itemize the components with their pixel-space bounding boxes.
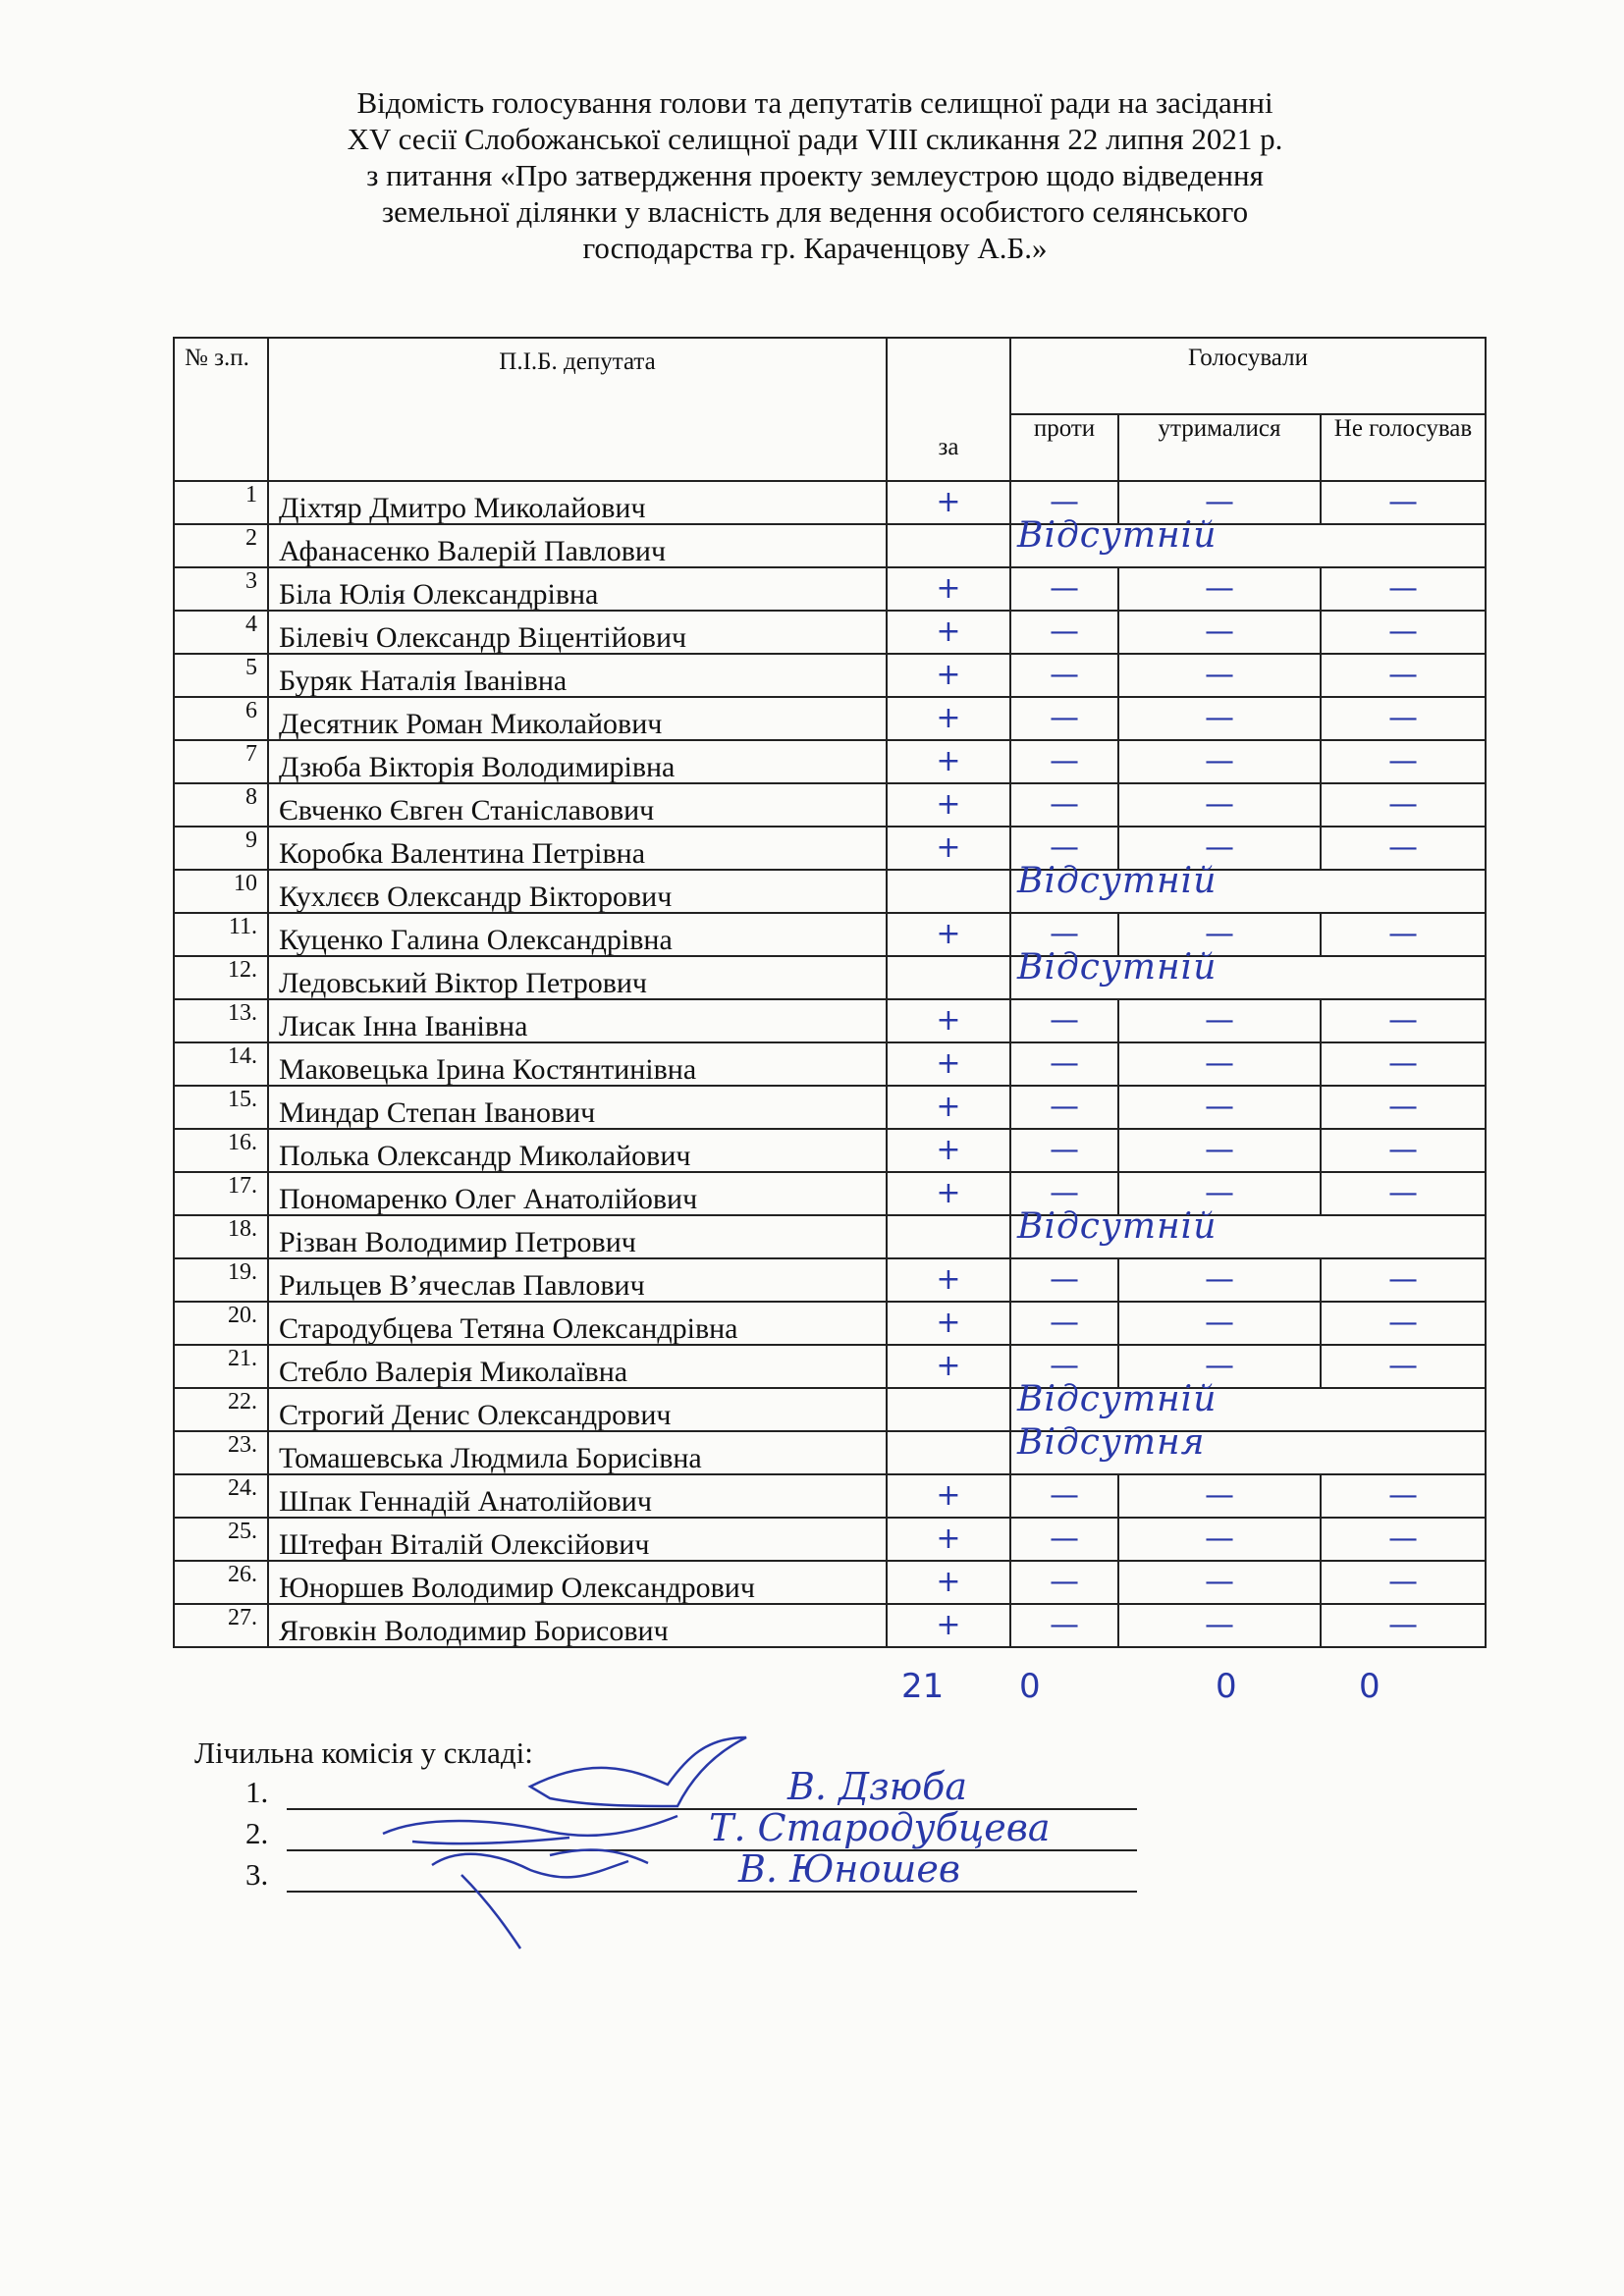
deputy-name: Маковецька Ірина Костянтинівна xyxy=(268,1042,887,1086)
vote-za: + xyxy=(887,1042,1010,1086)
vote-proty: — xyxy=(1010,654,1118,697)
row-number: 11. xyxy=(174,913,268,956)
deputy-name: Дзюба Вікторія Володимирівна xyxy=(268,740,887,783)
vote-ne-holosuvav: — xyxy=(1321,1042,1486,1086)
vote-proty: — xyxy=(1010,1129,1118,1172)
deputy-name: Миндар Степан Іванович xyxy=(268,1086,887,1129)
vote-ne-holosuvav: — xyxy=(1321,481,1486,524)
vote-za: + xyxy=(887,1474,1010,1518)
row-number: 4 xyxy=(174,611,268,654)
vote-utrymalysia: — xyxy=(1118,1086,1321,1129)
vote-ne-holosuvav: — xyxy=(1321,1129,1486,1172)
deputy-name: Лисак Інна Іванівна xyxy=(268,999,887,1042)
vote-utrymalysia: — xyxy=(1118,913,1321,956)
vote-za: + xyxy=(887,1129,1010,1172)
vote-utrymalysia: — xyxy=(1118,1172,1321,1215)
total-proty: 0 xyxy=(1019,1667,1041,1706)
header-proty: проти xyxy=(1010,414,1118,481)
header-voted: Голосували xyxy=(1010,338,1486,414)
absent-note: Відсутній xyxy=(1017,947,1218,988)
vote-proty: — xyxy=(1010,1042,1118,1086)
row-number: 12. xyxy=(174,956,268,999)
vote-proty: — xyxy=(1010,1172,1118,1215)
total-utrymalysia: 0 xyxy=(1216,1667,1237,1706)
deputy-name: Шпак Геннадій Анатолійович xyxy=(268,1474,887,1518)
member-number: 2. xyxy=(245,1816,269,1850)
vote-ne-holosuvav: — xyxy=(1321,783,1486,827)
vote-ne-holosuvav: — xyxy=(1321,567,1486,611)
vote-ne-holosuvav: — xyxy=(1321,827,1486,870)
deputy-name: Євченко Євген Станіславович xyxy=(268,783,887,827)
row-number: 8 xyxy=(174,783,268,827)
vote-za: + xyxy=(887,1258,1010,1302)
vote-ne-holosuvav: — xyxy=(1321,1518,1486,1561)
vote-utrymalysia: — xyxy=(1118,827,1321,870)
vote-ne-holosuvav: — xyxy=(1321,913,1486,956)
row-number: 21. xyxy=(174,1345,268,1388)
row-number: 3 xyxy=(174,567,268,611)
row-number: 20. xyxy=(174,1302,268,1345)
commission-label: Лічильна комісія у складі: xyxy=(194,1735,533,1770)
vote-za: + xyxy=(887,1172,1010,1215)
row-number: 14. xyxy=(174,1042,268,1086)
deputy-name: Буряк Наталія Іванівна xyxy=(268,654,887,697)
title-line: з питання «Про затвердження проекту землеустрою щодо відведення xyxy=(366,158,1264,192)
vote-za: + xyxy=(887,827,1010,870)
vote-proty: — xyxy=(1010,1474,1118,1518)
row-number: 26. xyxy=(174,1561,268,1604)
vote-utrymalysia: — xyxy=(1118,740,1321,783)
vote-utrymalysia: — xyxy=(1118,1302,1321,1345)
total-za: 21 xyxy=(901,1667,945,1706)
vote-utrymalysia: — xyxy=(1118,783,1321,827)
vote-proty: — xyxy=(1010,611,1118,654)
vote-utrymalysia: — xyxy=(1118,481,1321,524)
vote-utrymalysia: — xyxy=(1118,1518,1321,1561)
deputy-name: Діхтяр Дмитро Миколайович xyxy=(268,481,887,524)
row-number: 5 xyxy=(174,654,268,697)
vote-ne-holosuvav: — xyxy=(1321,1172,1486,1215)
vote-ne-holosuvav: — xyxy=(1321,999,1486,1042)
vote-utrymalysia: — xyxy=(1118,567,1321,611)
vote-proty: — xyxy=(1010,1604,1118,1647)
row-number: 17. xyxy=(174,1172,268,1215)
absent-note: Відсутня xyxy=(1017,1422,1206,1463)
row-number: 23. xyxy=(174,1431,268,1474)
vote-utrymalysia: — xyxy=(1118,1129,1321,1172)
absent-note: Відсутній xyxy=(1017,1379,1218,1419)
title-line: земельної ділянки у власність для ведення особистого селянського xyxy=(381,194,1249,229)
title-line: господарства гр. Караченцову А.Б.» xyxy=(582,231,1048,265)
vote-ne-holosuvav: — xyxy=(1321,611,1486,654)
deputy-name: Юноршев Володимир Олександрович xyxy=(268,1561,887,1604)
vote-ne-holosuvav: — xyxy=(1321,1561,1486,1604)
vote-utrymalysia: — xyxy=(1118,1042,1321,1086)
deputy-name: Стебло Валерія Миколаївна xyxy=(268,1345,887,1388)
member-name: Т. Стародубцева xyxy=(709,1806,1051,1849)
row-number: 7 xyxy=(174,740,268,783)
deputy-name: Штефан Віталій Олексійович xyxy=(268,1518,887,1561)
title-line: XV сесії Слобожанської селищної ради VIII скликання 22 липня 2021 р. xyxy=(347,122,1283,156)
vote-proty: — xyxy=(1010,1258,1118,1302)
header-za: за xyxy=(887,414,1010,481)
vote-za: + xyxy=(887,611,1010,654)
vote-proty: — xyxy=(1010,783,1118,827)
row-number: 19. xyxy=(174,1258,268,1302)
vote-ne-holosuvav: — xyxy=(1321,1086,1486,1129)
vote-ne-holosuvav: — xyxy=(1321,740,1486,783)
member-number: 1. xyxy=(245,1775,269,1809)
vote-za: + xyxy=(887,783,1010,827)
vote-proty: — xyxy=(1010,1302,1118,1345)
vote-utrymalysia: — xyxy=(1118,611,1321,654)
deputy-name: Різван Володимир Петрович xyxy=(268,1215,887,1258)
vote-utrymalysia: — xyxy=(1118,1604,1321,1647)
vote-za: + xyxy=(887,1518,1010,1561)
vote-ne-holosuvav: — xyxy=(1321,1474,1486,1518)
row-number: 22. xyxy=(174,1388,268,1431)
absent-note: Відсутній xyxy=(1017,861,1218,901)
vote-za: + xyxy=(887,1345,1010,1388)
vote-ne-holosuvav: — xyxy=(1321,1302,1486,1345)
deputy-name: Строгий Денис Олександрович xyxy=(268,1388,887,1431)
vote-za: + xyxy=(887,1302,1010,1345)
vote-proty: — xyxy=(1010,913,1118,956)
vote-proty: — xyxy=(1010,697,1118,740)
deputy-name: Афанасенко Валерій Павлович xyxy=(268,524,887,567)
vote-za: + xyxy=(887,1086,1010,1129)
absent-note: Відсутній xyxy=(1017,515,1218,556)
title-line: Відомість голосування голови та депутатів селищної ради на засіданні xyxy=(356,85,1273,120)
vote-proty: — xyxy=(1010,827,1118,870)
vote-ne-holosuvav: — xyxy=(1321,697,1486,740)
signature-1 xyxy=(530,1737,746,1806)
row-number: 6 xyxy=(174,697,268,740)
row-number: 24. xyxy=(174,1474,268,1518)
vote-za: + xyxy=(887,697,1010,740)
deputy-name: Рильцев В’ячеслав Павлович xyxy=(268,1258,887,1302)
vote-za: + xyxy=(887,1561,1010,1604)
header-num: № з.п. xyxy=(174,338,268,481)
row-number: 15. xyxy=(174,1086,268,1129)
vote-utrymalysia: — xyxy=(1118,999,1321,1042)
deputy-name: Стародубцева Тетяна Олександрівна xyxy=(268,1302,887,1345)
vote-proty: — xyxy=(1010,740,1118,783)
header-utrymalysia: утрималися xyxy=(1118,414,1321,481)
row-number: 18. xyxy=(174,1215,268,1258)
deputy-name: Кухлєєв Олександр Вікторович xyxy=(268,870,887,913)
absent-note: Відсутній xyxy=(1017,1206,1218,1247)
deputy-name: Куценко Галина Олександрівна xyxy=(268,913,887,956)
deputy-name: Біла Юлія Олександрівна xyxy=(268,567,887,611)
row-number: 13. xyxy=(174,999,268,1042)
signature-2 xyxy=(383,1816,677,1843)
vote-za: + xyxy=(887,740,1010,783)
vote-utrymalysia: — xyxy=(1118,1345,1321,1388)
row-number: 9 xyxy=(174,827,268,870)
row-number: 25. xyxy=(174,1518,268,1561)
total-ne-holosuvav: 0 xyxy=(1359,1667,1380,1706)
deputy-name: Томашевська Людмила Борисівна xyxy=(268,1431,887,1474)
vote-proty: — xyxy=(1010,1345,1118,1388)
row-number: 10 xyxy=(174,870,268,913)
vote-utrymalysia: — xyxy=(1118,1474,1321,1518)
vote-proty: — xyxy=(1010,481,1118,524)
deputy-name: Десятник Роман Миколайович xyxy=(268,697,887,740)
vote-za: + xyxy=(887,1604,1010,1647)
deputy-name: Ледовський Віктор Петрович xyxy=(268,956,887,999)
row-number: 2 xyxy=(174,524,268,567)
vote-utrymalysia: — xyxy=(1118,654,1321,697)
vote-za: + xyxy=(887,481,1010,524)
vote-proty: — xyxy=(1010,1086,1118,1129)
vote-proty: — xyxy=(1010,1561,1118,1604)
vote-proty: — xyxy=(1010,1518,1118,1561)
vote-za: + xyxy=(887,567,1010,611)
vote-ne-holosuvav: — xyxy=(1321,1604,1486,1647)
deputy-name: Коробка Валентина Петрівна xyxy=(268,827,887,870)
header-name: П.І.Б. депутата xyxy=(268,338,887,481)
vote-utrymalysia: — xyxy=(1118,1258,1321,1302)
vote-utrymalysia: — xyxy=(1118,697,1321,740)
member-number: 3. xyxy=(245,1857,269,1892)
vote-ne-holosuvav: — xyxy=(1321,654,1486,697)
vote-utrymalysia: — xyxy=(1118,1561,1321,1604)
vote-za: + xyxy=(887,999,1010,1042)
vote-za: + xyxy=(887,913,1010,956)
row-number: 1 xyxy=(174,481,268,524)
header-ne-holosuvav: Не голосував xyxy=(1321,414,1486,481)
deputy-name: Пономаренко Олег Анатолійович xyxy=(268,1172,887,1215)
deputy-name: Білевіч Олександр Віцентійович xyxy=(268,611,887,654)
row-number: 16. xyxy=(174,1129,268,1172)
signature-3 xyxy=(432,1849,648,1949)
vote-ne-holosuvav: — xyxy=(1321,1345,1486,1388)
deputy-name: Полька Олександр Миколайович xyxy=(268,1129,887,1172)
vote-ne-holosuvav: — xyxy=(1321,1258,1486,1302)
vote-proty: — xyxy=(1010,999,1118,1042)
member-name: В. Юношев xyxy=(738,1847,960,1891)
member-name: В. Дзюба xyxy=(787,1765,968,1808)
deputy-name: Яговкін Володимир Борисович xyxy=(268,1604,887,1647)
vote-proty: — xyxy=(1010,567,1118,611)
row-number: 27. xyxy=(174,1604,268,1647)
vote-za: + xyxy=(887,654,1010,697)
